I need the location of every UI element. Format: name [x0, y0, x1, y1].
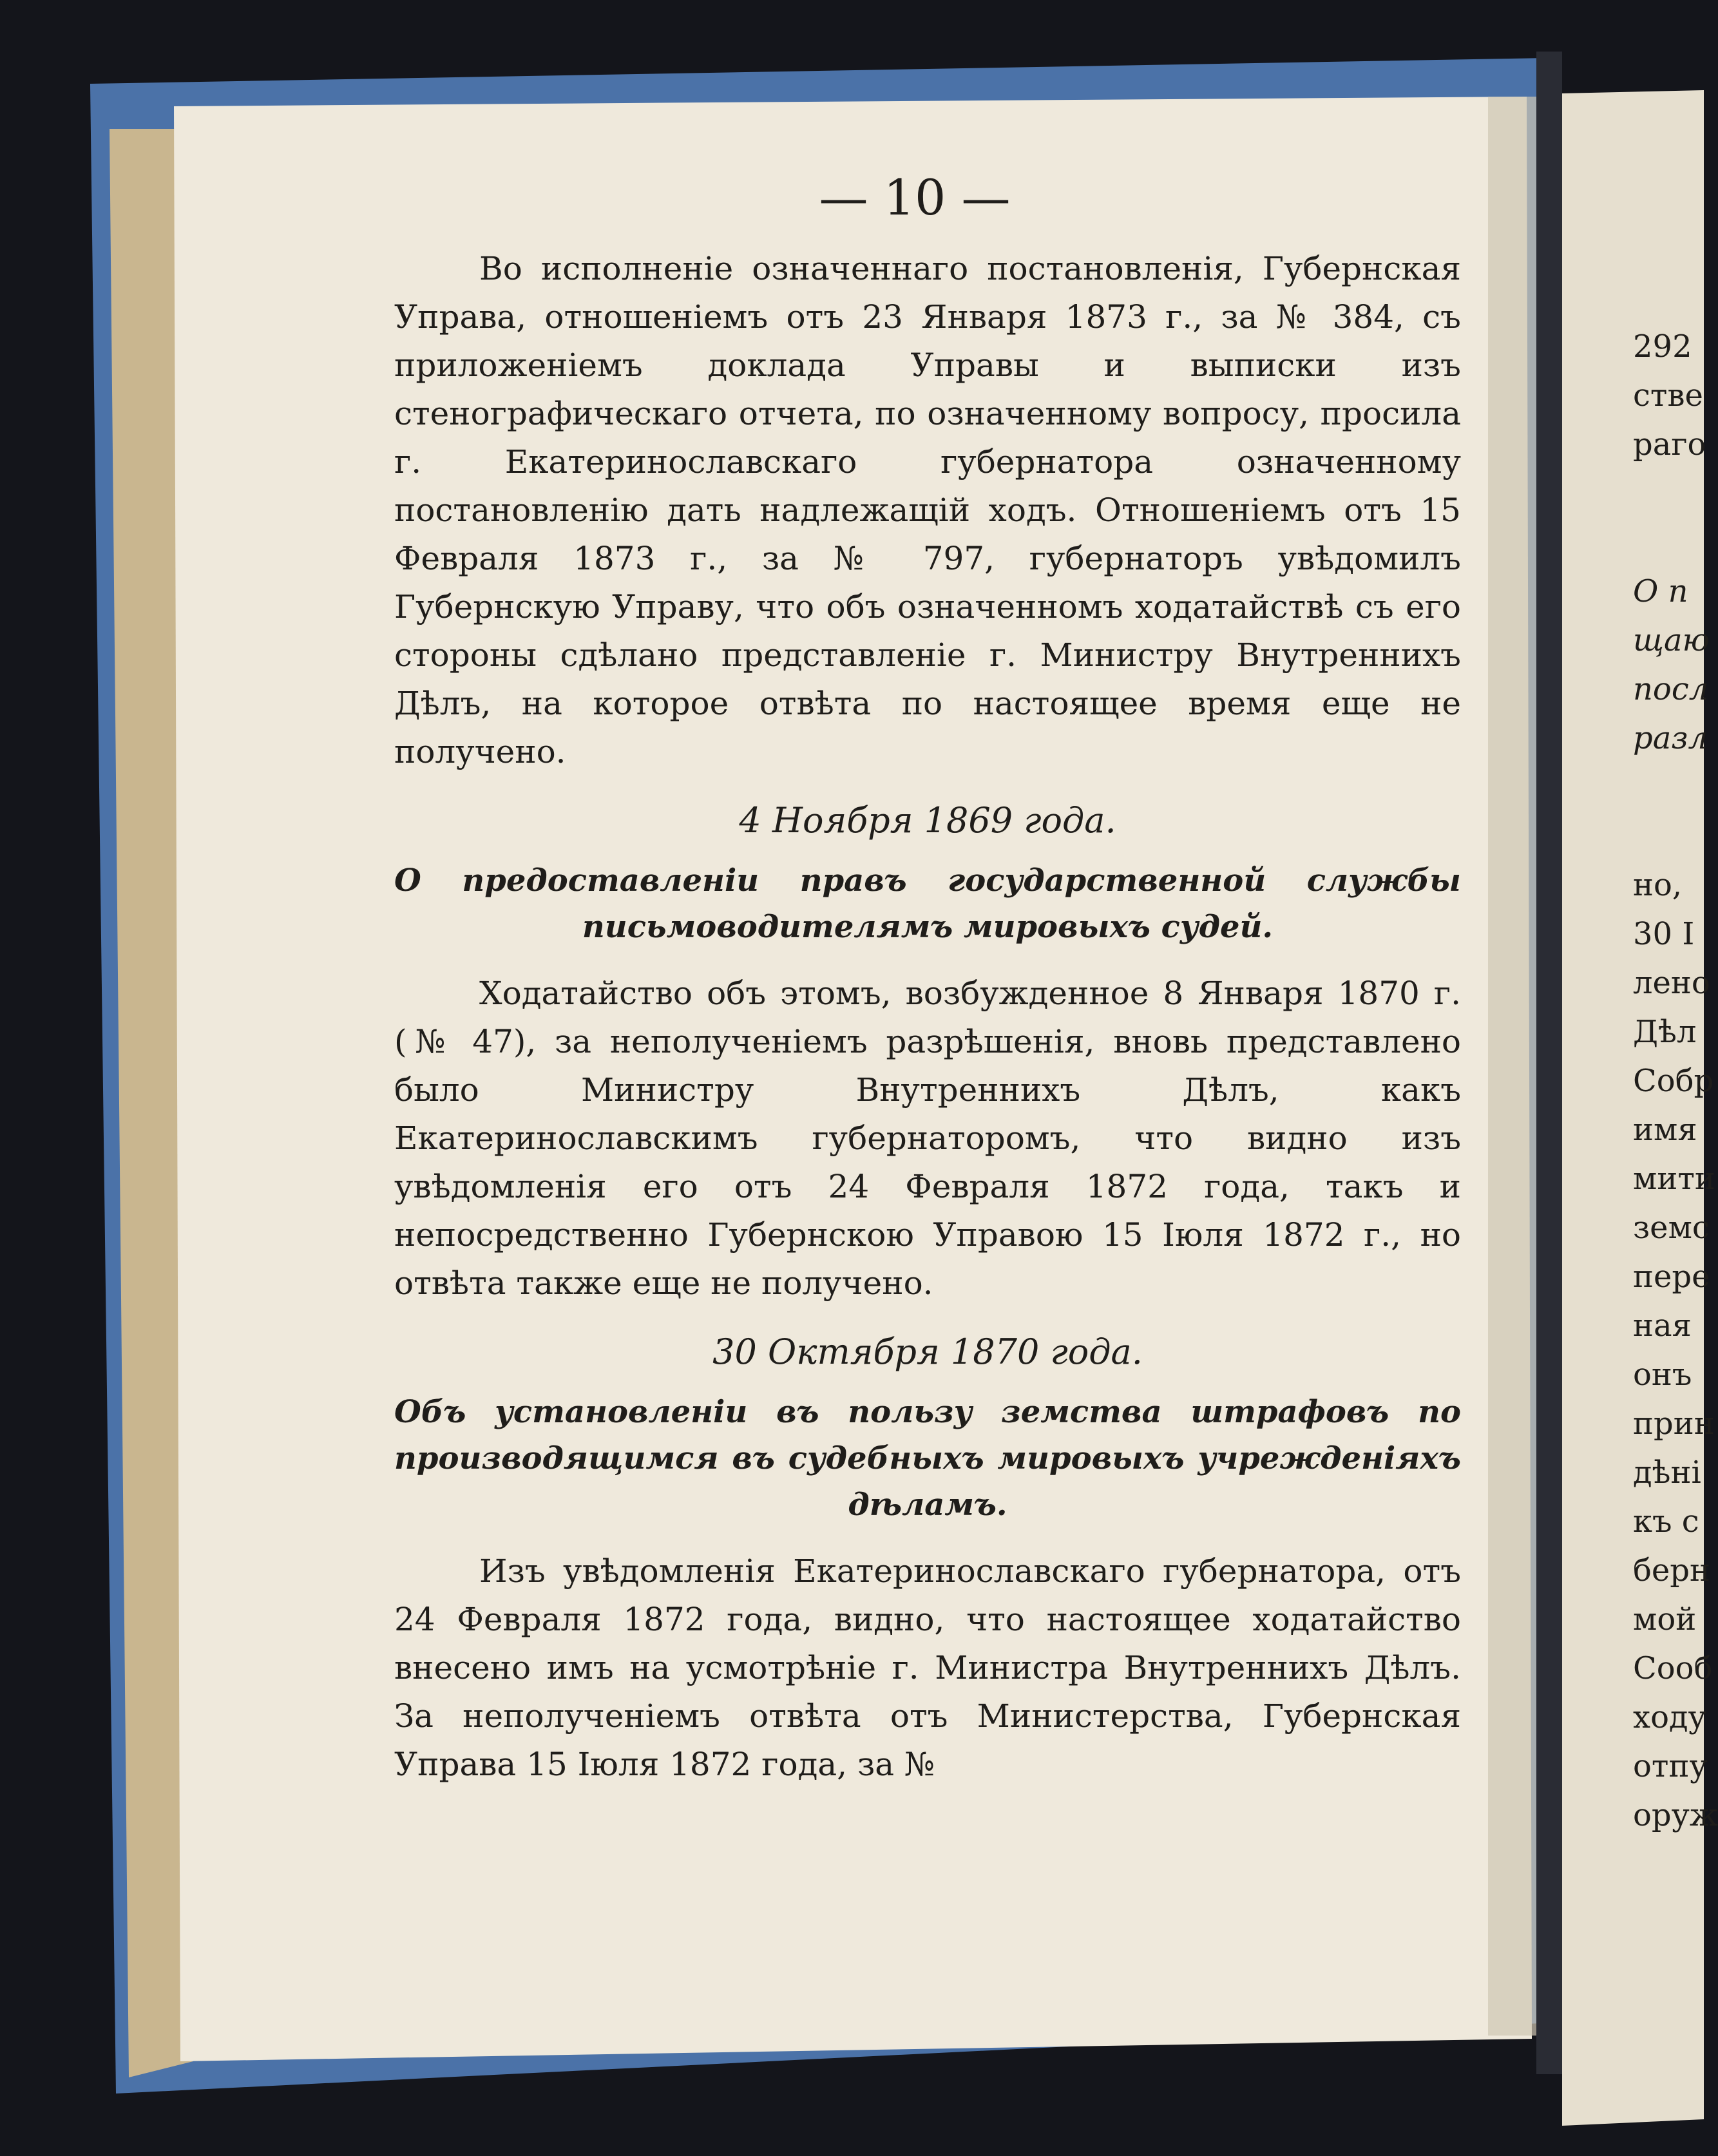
facing-line: О п — [1633, 573, 1688, 609]
facing-line: дѣні — [1633, 1455, 1701, 1491]
facing-line: оруж — [1633, 1797, 1718, 1833]
facing-line: 30 I — [1633, 916, 1695, 952]
facing-line: Собр — [1633, 1063, 1714, 1099]
facing-line: Сооб — [1633, 1650, 1713, 1686]
facing-line — [1633, 524, 1704, 573]
facing-line: Дѣл — [1633, 1014, 1697, 1050]
facing-line: земс — [1633, 1210, 1710, 1246]
paragraph: Ходатайство объ этомъ, возбужденное 8 Января 1870 г. (№ 47), за неполученіемъ разрѣшенія, вновь представлено было Министру Внутреннихъ Дѣлъ, какъ Екатеринославскимъ губернаторомъ, что видно изъ увѣдомленія его отъ 24 Февраля 1872 года, такъ и непосредственно Губернскою Управою 15 Іюля 1872 г., но отвѣта также еще не получено. — [394, 975, 1461, 1302]
facing-line — [1633, 818, 1704, 867]
facing-line: пере — [1633, 1259, 1710, 1295]
facing-line — [1633, 769, 1704, 818]
facing-line: мити — [1633, 1161, 1715, 1197]
facing-page-text — [1633, 329, 1718, 1846]
facing-line: мой — [1633, 1601, 1697, 1637]
facing-line: 292 — [1633, 329, 1692, 365]
subject-heading: О предоставленіи правъ государственной службы письмоводителямъ мировыхъ судей. — [394, 863, 1461, 945]
date-heading: 4 Ноября 1869 года. — [739, 800, 1116, 841]
paragraph: Во исполненіе означеннаго постановленія, Губернская Управа, отношеніемъ отъ 23 Января 1873 г., за № 384, съ приложеніемъ доклада Управы и выписки изъ стенографическаго отчета, по означенному вопросу, просила г. Екатеринославскаго губернатора означенному постановленію дать надлежащій ходъ. Отношеніемъ отъ 15 Февраля 1873 г., за № 797, губернаторъ увѣдомилъ Губернскую Управу, что объ означенномъ ходатайствѣ съ его стороны сдѣлано представленіе г. Министру Внутреннихъ Дѣлъ, на которое отвѣта по настоящее время еще не получено. — [394, 250, 1461, 770]
facing-line: прин — [1633, 1406, 1715, 1442]
date-heading: 30 Октября 1870 года. — [712, 1331, 1143, 1372]
facing-line: къ с — [1633, 1503, 1699, 1540]
facing-line: разл — [1633, 720, 1708, 756]
facing-line: отпу — [1633, 1748, 1708, 1784]
facing-line: раго — [1633, 426, 1706, 463]
facing-line: ная — [1633, 1308, 1692, 1344]
subject-heading: Объ установленіи въ пользу земства штрафовъ по производящимся въ судебныхъ мировыхъ учрежденіяхъ дѣламъ. — [394, 1394, 1461, 1523]
paragraph: Изъ увѣдомленія Екатеринославскаго губернатора, отъ 24 Февраля 1872 года, видно, что настоящее ходатайство внесено имъ на усмотрѣніе г. Министра Внутреннихъ Дѣлъ. За неполученіемъ отвѣта отъ Министерства, Губернская Управа 15 Іюля 1872 года, за № — [394, 1552, 1461, 1783]
facing-line: имя — [1633, 1112, 1697, 1148]
facing-line: посл — [1633, 671, 1709, 707]
page-number: — 10 — — [819, 169, 1011, 226]
facing-line: стве — [1633, 377, 1703, 414]
facing-line: но, — [1633, 867, 1683, 903]
facing-line — [1633, 475, 1704, 524]
facing-line: онъ — [1633, 1357, 1692, 1393]
facing-line: ходу — [1633, 1699, 1706, 1735]
facing-line: лено — [1633, 965, 1710, 1001]
facing-line: щаю — [1633, 622, 1710, 658]
facing-line: берн — [1633, 1552, 1711, 1588]
page-text — [394, 245, 1461, 1789]
binding — [1536, 52, 1562, 2074]
